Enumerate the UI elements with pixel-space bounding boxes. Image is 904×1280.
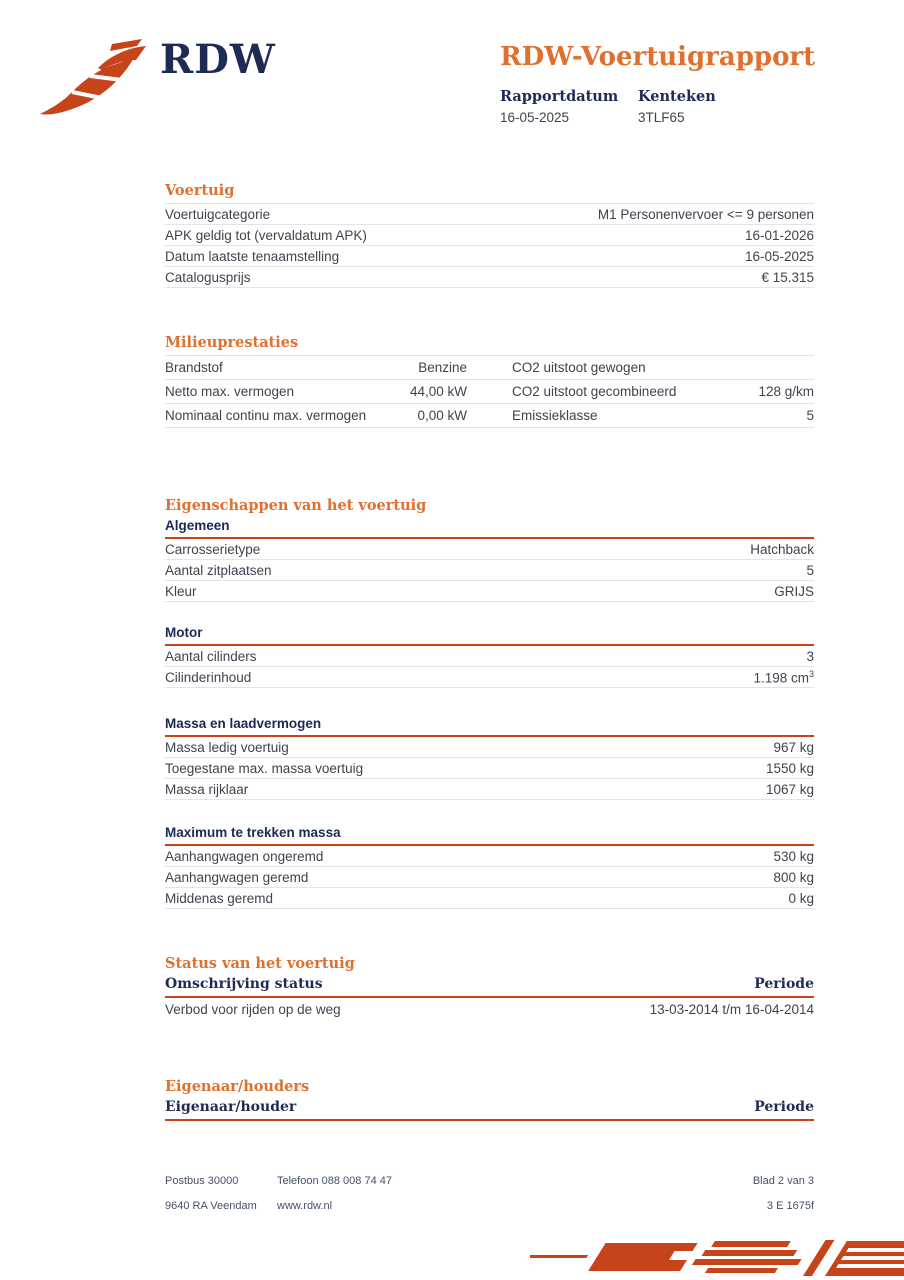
row-label: Emissieklasse <box>512 408 598 423</box>
table-row <box>165 779 814 800</box>
table-row <box>165 404 814 428</box>
row-label: Massa rijklaar <box>165 781 249 797</box>
superscript: 3 <box>808 668 814 679</box>
row-label: Datum laatste tenaamstelling <box>165 248 340 264</box>
report-date-label: Rapportdatum <box>500 88 619 105</box>
row-label: Toegestane max. massa voertuig <box>165 760 364 776</box>
row-label: Cilinderinhoud <box>165 669 252 685</box>
report-date-value: 16-05-2025 <box>500 110 570 125</box>
row-label: Massa ledig voertuig <box>165 739 289 755</box>
row-value: 5 <box>806 408 814 423</box>
report-body <box>165 180 814 1121</box>
table-row <box>165 356 814 380</box>
row-value: 44,00 kW <box>409 384 467 399</box>
table-row <box>165 380 814 404</box>
section-heading-eigenaar: Eigenaar/houders <box>165 1078 310 1095</box>
subsection-title: Maximum te trekken massa <box>165 825 814 846</box>
rdw-logo-text: RDW <box>160 36 276 83</box>
row-value: M1 Personenvervoer <= 9 personen <box>597 206 814 222</box>
row-value: 800 kg <box>773 869 814 885</box>
license-plate-value: 3TLF65 <box>638 110 685 125</box>
table-row <box>165 758 814 779</box>
table-row <box>165 246 814 267</box>
row-value: 16-01-2026 <box>744 227 814 243</box>
rdw-speed-stripes-icon <box>530 1236 904 1280</box>
license-plate-label: Kenteken <box>638 88 716 105</box>
table-row <box>165 539 814 560</box>
row-label: Middenas geremd <box>165 890 274 906</box>
subsection-motor <box>165 625 814 688</box>
eigenaar-column-header <box>165 1099 814 1121</box>
table-row <box>165 560 814 581</box>
row-label: APK geldig tot (vervaldatum APK) <box>165 227 367 243</box>
report-header <box>500 42 820 125</box>
table-row <box>165 998 814 1020</box>
row-value: 0,00 kW <box>417 408 467 423</box>
footer-website: www.rdw.nl <box>277 1199 333 1212</box>
row-label: Nominaal continu max. vermogen <box>165 408 367 423</box>
section-eigenschappen <box>165 497 814 909</box>
row-value: GRIJS <box>774 583 814 599</box>
row-value: 1550 kg <box>765 760 814 776</box>
footer-phone: Telefoon 088 008 74 47 <box>277 1174 392 1187</box>
status-column-header <box>165 976 814 998</box>
section-heading-milieuprestaties: Milieuprestaties <box>165 334 299 351</box>
row-label: Verbod voor rijden op de weg <box>165 1001 341 1017</box>
table-row <box>165 267 814 288</box>
row-value: Benzine <box>418 360 467 375</box>
row-label: Voertuigcategorie <box>165 206 271 222</box>
section-status <box>165 955 814 1020</box>
table-row <box>165 667 814 688</box>
table-row <box>165 581 814 602</box>
table-row <box>165 867 814 888</box>
footer-form-code: 3 E 1675f <box>766 1199 814 1212</box>
row-label: Carrosserietype <box>165 541 261 557</box>
row-label: Kleur <box>165 583 197 599</box>
section-heading-voertuig: Voertuig <box>165 182 235 199</box>
section-milieuprestaties <box>165 334 814 428</box>
row-value: Hatchback <box>750 541 814 557</box>
row-value: € 15.315 <box>761 269 814 285</box>
row-label: CO2 uitstoot gecombineerd <box>512 384 677 399</box>
column-period: Periode <box>754 1099 814 1115</box>
row-value: 5 <box>806 562 814 578</box>
table-row <box>165 646 814 667</box>
rdw-logo <box>38 28 276 120</box>
row-label: Aantal cilinders <box>165 648 257 664</box>
row-label: Netto max. vermogen <box>165 384 295 399</box>
report-date-block <box>500 88 638 125</box>
footer-address-line2: 9640 RA Veendam <box>165 1199 257 1212</box>
page-title: RDW-Voertuigrapport <box>500 42 816 72</box>
subsection-title: Motor <box>165 625 814 646</box>
table-row <box>165 846 814 867</box>
row-label: Catalogusprijs <box>165 269 251 285</box>
row-label: Aanhangwagen geremd <box>165 869 309 885</box>
subsection-algemeen <box>165 518 814 602</box>
page-footer <box>165 1168 814 1218</box>
rdw-feather-icon <box>38 38 156 118</box>
row-label: Aanhangwagen ongeremd <box>165 848 324 864</box>
table-row <box>165 888 814 909</box>
row-value: 128 g/km <box>758 384 814 399</box>
subsection-trekken-massa <box>165 825 814 909</box>
row-value: 1.198 $cm^3$ <box>753 668 814 686</box>
section-voertuig <box>165 182 814 288</box>
table-row <box>165 204 814 225</box>
footer-address-line1: Postbus 30000 <box>165 1174 239 1187</box>
row-value: 530 kg <box>773 848 814 864</box>
section-heading-eigenschappen: Eigenschappen van het voertuig <box>165 497 427 514</box>
row-label: CO2 uitstoot gewogen <box>512 360 646 375</box>
section-eigenaar <box>165 1078 814 1121</box>
row-value: 0 kg <box>788 890 814 906</box>
row-label: Brandstof <box>165 360 223 375</box>
column-label: Eigenaar/houder <box>165 1099 297 1115</box>
column-label: Omschrijving status <box>165 976 323 992</box>
subsection-title: Algemeen <box>165 518 814 539</box>
table-row <box>165 225 814 246</box>
row-value: 3 <box>806 648 814 664</box>
section-heading-status: Status van het voertuig <box>165 955 355 972</box>
table-row <box>165 737 814 758</box>
row-label: Aantal zitplaatsen <box>165 562 272 578</box>
license-plate-block <box>638 88 776 125</box>
row-value: 16-05-2025 <box>744 248 814 264</box>
row-value: 1067 kg <box>765 781 814 797</box>
row-period: 13-03-2014 t/m 16-04-2014 <box>649 1001 814 1017</box>
subsection-massa <box>165 716 814 800</box>
row-value: 967 kg <box>773 739 814 755</box>
subsection-title: Massa en laadvermogen <box>165 716 814 737</box>
footer-page-number: Blad 2 van 3 <box>752 1174 814 1187</box>
column-period: Periode <box>754 976 814 992</box>
